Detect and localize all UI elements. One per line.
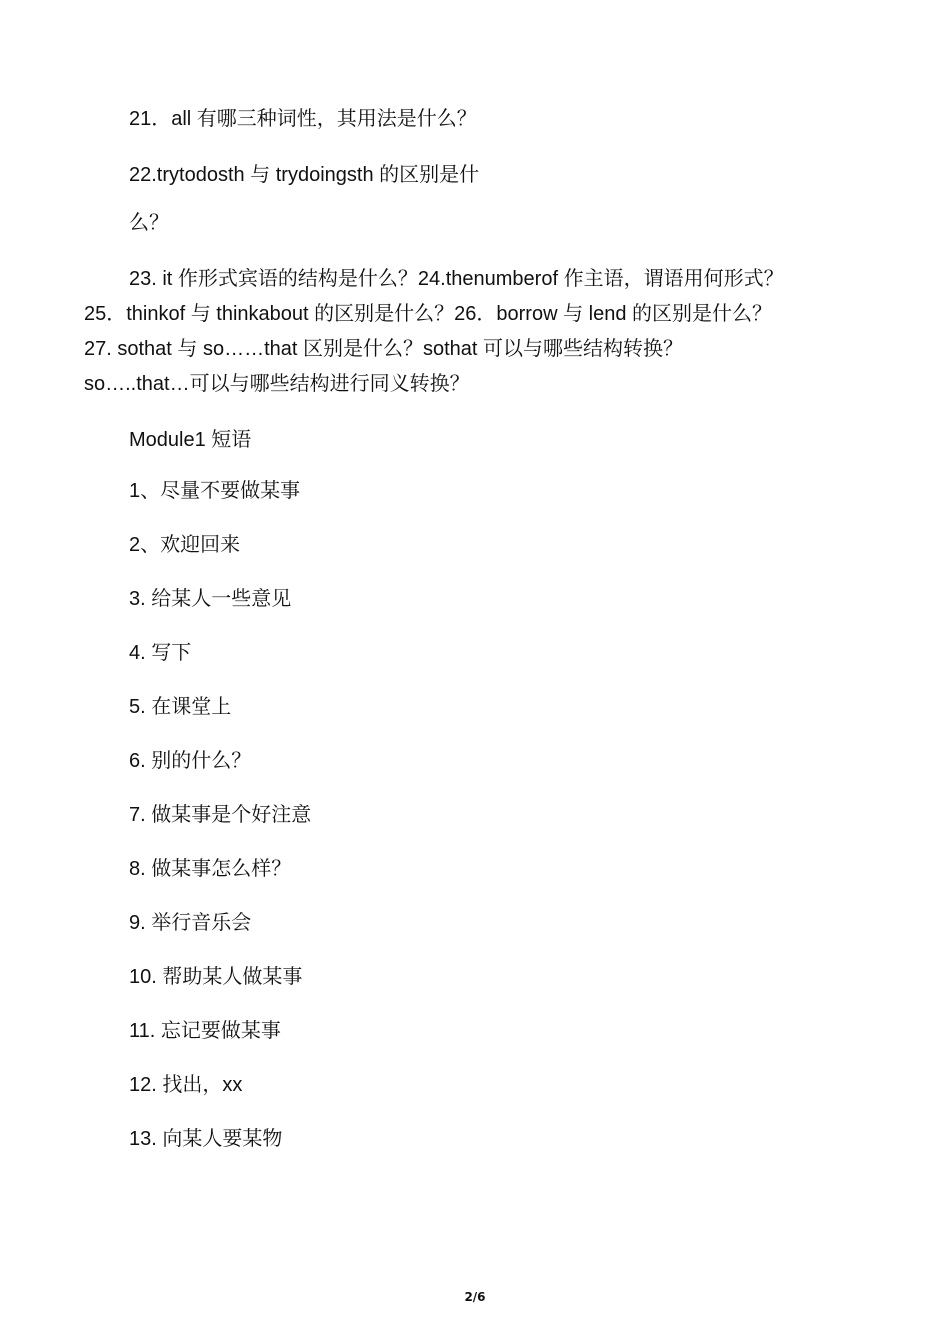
phrase-item: 5. 在课堂上 (129, 696, 232, 718)
phrase-item: 3. 给某人一些意见 (129, 588, 292, 610)
phrase-item: 7. 做某事是个好注意 (129, 804, 312, 826)
question-22-continued: 么？ (129, 212, 169, 234)
question-27-continued: so…..that…可以与哪些结构进行同义转换？ (84, 373, 470, 395)
question-27: 27. sothat 与 so……that 区别是什么？sothat 可以与哪些结构转换？ (84, 338, 684, 360)
phrase-item: 11. 忘记要做某事 (129, 1020, 281, 1042)
phrase-item: 6. 别的什么？ (129, 750, 252, 772)
question-25-26: 25．thinkof 与 thinkabout 的区别是什么？26．borrow 与 lend 的区别是什么？ (84, 303, 772, 325)
question-21: 21．all 有哪三种词性，其用法是什么？ (129, 108, 477, 130)
phrase-item: 1、尽量不要做某事 (129, 480, 301, 502)
phrase-item: 2、欢迎回来 (129, 534, 241, 556)
phrase-item: 10. 帮助某人做某事 (129, 966, 303, 988)
phrase-item: 8. 做某事怎么样？ (129, 858, 292, 880)
phrase-item: 12. 找出，xx (129, 1074, 243, 1096)
phrase-item: 9. 举行音乐会 (129, 912, 252, 934)
phrase-item: 4. 写下 (129, 642, 192, 664)
phrase-item: 13. 向某人要某物 (129, 1128, 283, 1150)
module-heading: Module1 短语 (129, 429, 252, 451)
question-23-24: 23. it 作形式宾语的结构是什么？24.thenumberof 作主语，谓语用何形式？ (129, 268, 784, 290)
page-number: 2/6 (464, 1290, 486, 1304)
question-22: 22.trytodosth 与 trydoingsth 的区别是什 (129, 164, 480, 186)
